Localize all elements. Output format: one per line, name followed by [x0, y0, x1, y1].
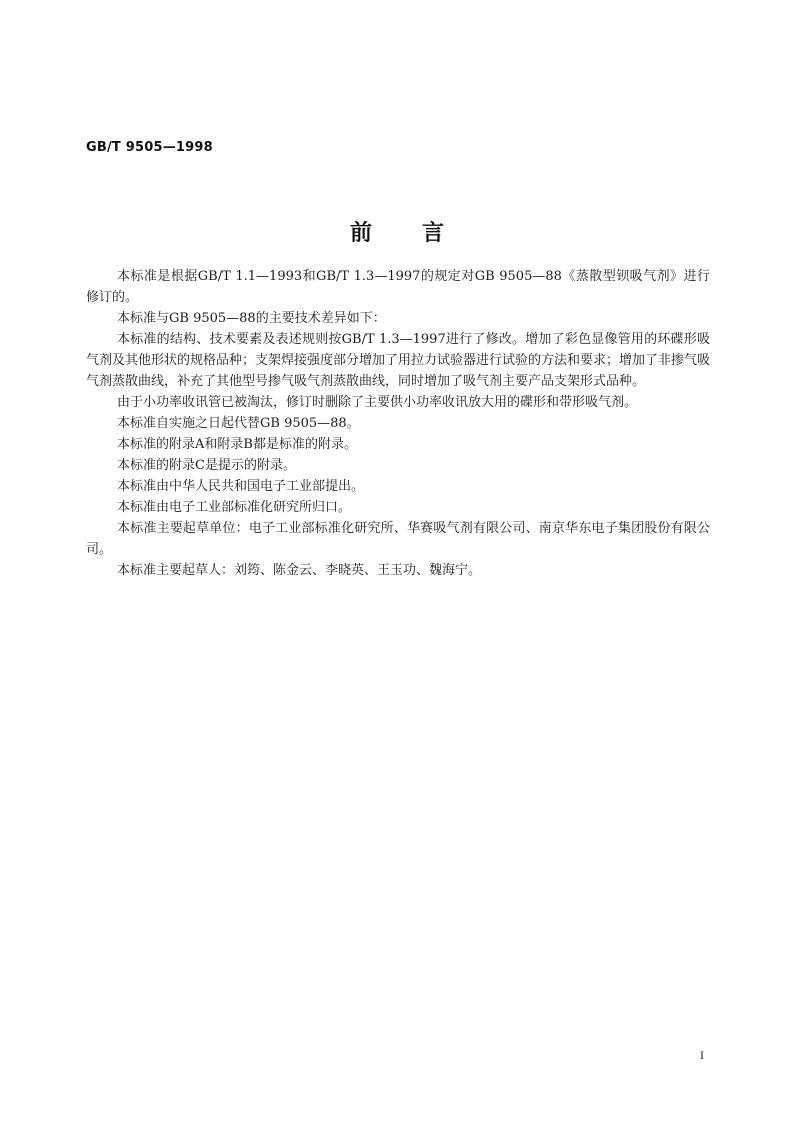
paragraph: 本标准的附录C是提示的附录。 — [117, 458, 296, 473]
paragraph: 本标准与GB 9505—88的主要技术差异如下： — [117, 311, 386, 326]
foreword-body — [86, 266, 710, 581]
paragraph: 由于小功率收讯管已被淘汰，修订时删除了主要供小功率收讯放大用的碟形和带形吸气剂。 — [117, 395, 638, 410]
section-title — [0, 216, 794, 247]
page-number: I — [700, 1048, 704, 1062]
paragraph: 本标准主要起草单位：电子工业部标准化研究所、华赛吸气剂有限公司、南京华东电子集团股份有限公司。 — [86, 521, 710, 557]
paragraph: 本标准主要起草人：刘筠、陈金云、李晓英、王玉功、魏海宁。 — [117, 563, 482, 578]
standard-number: GB/T 9505—1998 — [86, 140, 213, 155]
paragraph: 本标准是根据GB/T 1.1—1993和GB/T 1.3—1997的规定对GB 9505—88《蒸散型钡吸气剂》进行修订的。 — [86, 269, 710, 305]
paragraph: 本标准由电子工业部标准化研究所归口。 — [117, 500, 352, 515]
title-char-2: 言 — [422, 221, 445, 246]
paragraph: 本标准由中华人民共和国电子工业部提出。 — [117, 479, 365, 494]
paragraph: 本标准的附录A和附录B都是标准的附录。 — [117, 437, 357, 452]
paragraph: 本标准的结构、技术要素及表述规则按GB/T 1.3—1997进行了修改。增加了彩色显像管用的环碟形吸气剂及其他形状的规格品种；支架焊接强度部分增加了用拉力试验器进行试验的方法和要求；增加了非掺气吸气剂蒸散曲线，补充了其他型号掺气吸气剂蒸散曲线，同时增加了吸气剂主要产品支架形式品种。 — [86, 332, 711, 389]
paragraph: 本标准自实施之日起代替GB 9505—88。 — [117, 416, 360, 431]
title-char-1: 前 — [349, 221, 372, 246]
